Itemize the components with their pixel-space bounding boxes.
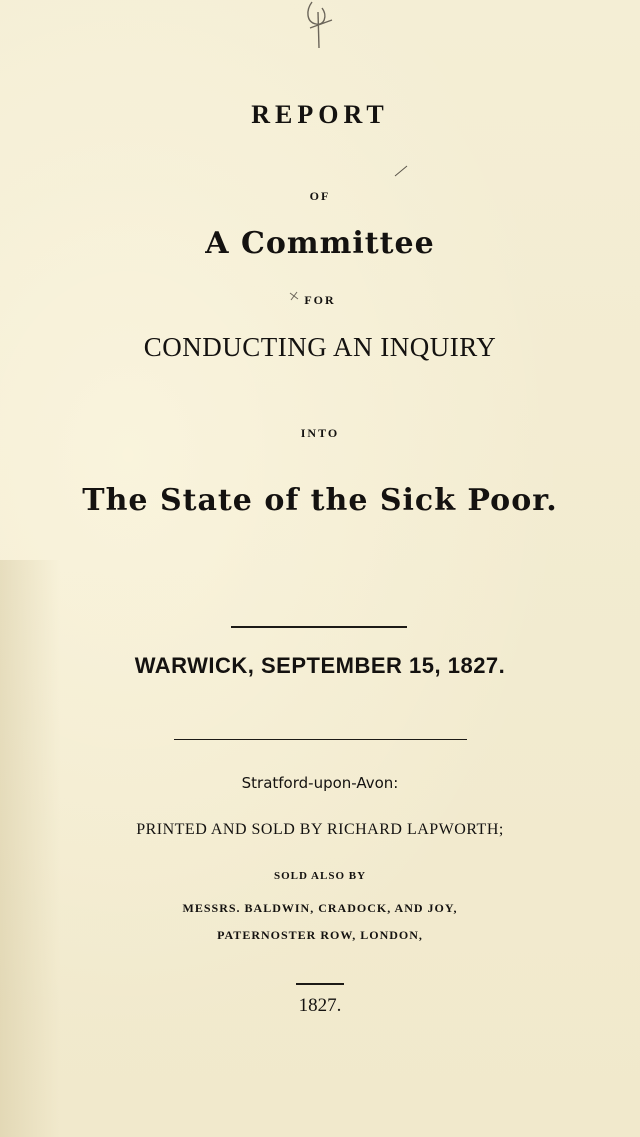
imprint-printer: PRINTED AND SOLD BY RICHARD LAPWORTH; xyxy=(136,821,504,838)
divider-rule xyxy=(231,626,407,628)
title-report: REPORT xyxy=(251,100,389,129)
title-state: The State of the Sick Poor. xyxy=(82,483,558,518)
title-into: INTO xyxy=(300,426,340,440)
divider-rule xyxy=(296,983,344,985)
paper-stain xyxy=(0,560,60,1137)
title-of: OF xyxy=(309,189,331,203)
title-for: FOR xyxy=(304,293,336,307)
title-conducting: CONDUCTING AN INQUIRY xyxy=(143,332,497,362)
imprint-address: PATERNOSTER ROW, LONDON, xyxy=(217,928,423,942)
place-date: WARWICK, SEPTEMBER 15, 1827. xyxy=(134,653,506,678)
title-committee: A Committee xyxy=(205,226,435,261)
imprint-sold-also: SOLD ALSO BY xyxy=(273,870,367,882)
imprint-year: 1827. xyxy=(298,995,342,1016)
imprint-booksellers: MESSRS. BALDWIN, CRADOCK, AND JOY, xyxy=(182,901,458,915)
imprint-place: Stratford-upon-Avon: xyxy=(241,774,399,792)
handwritten-mark xyxy=(298,0,340,50)
divider-rule xyxy=(174,739,467,740)
pencil-tick xyxy=(394,165,408,177)
